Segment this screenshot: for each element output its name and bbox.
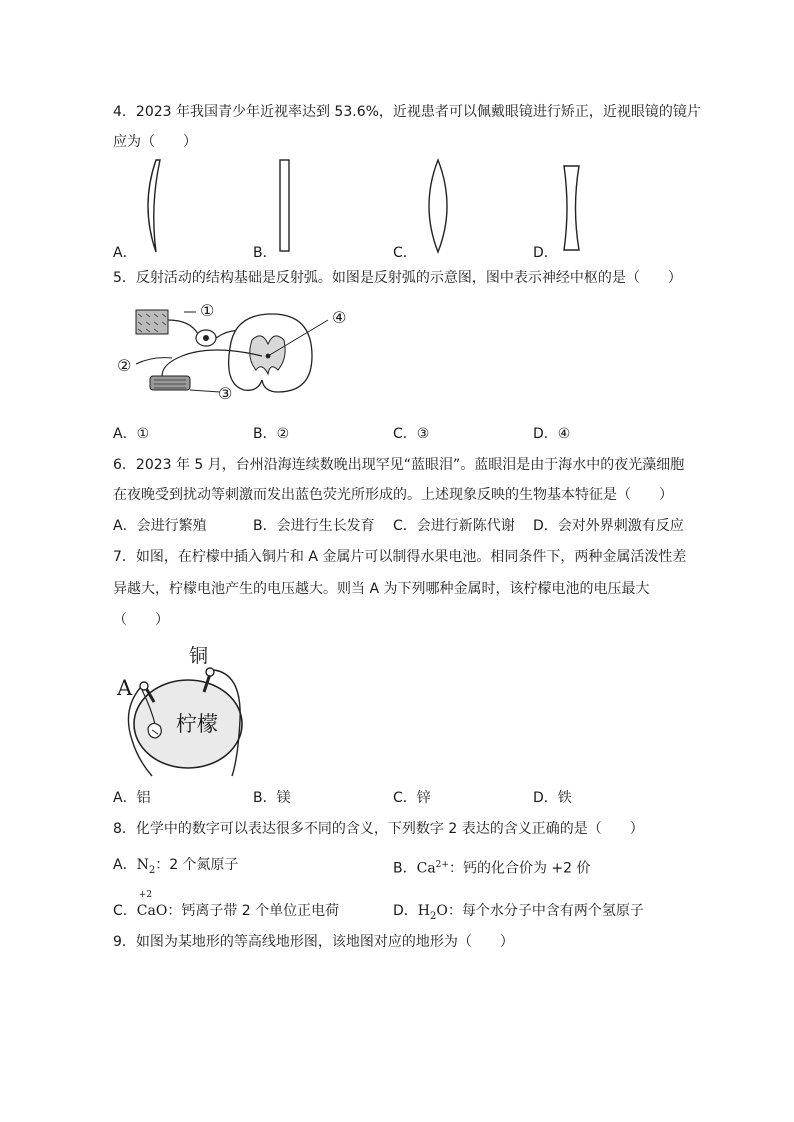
q7-option-c: C．锌 — [393, 790, 431, 806]
q4-stem-line2: 应为（ ） — [113, 134, 197, 150]
q4-lens-a-concave-meniscus-image — [138, 158, 168, 254]
q5-label-4: ④ — [332, 308, 347, 327]
q8-option-d-formula-tail: O — [436, 903, 448, 919]
q8-option-a-prefix: A． — [113, 857, 137, 873]
q7-figure-label-lemon: 柠檬 — [176, 712, 218, 736]
q6-option-c: C．会进行新陈代谢 — [393, 518, 515, 534]
q8-option-b-superscript: 2+ — [435, 860, 449, 870]
q5-stem: 5．反射活动的结构基础是反射弧。如图是反射弧的示意图，图中表示神经中枢的是（ ） — [113, 270, 682, 286]
q4-option-b: B． — [253, 245, 277, 261]
q5-label-1: ① — [200, 301, 215, 320]
q6-stem-line1: 6．2023 年 5 月，台州沿海连续数晚出现罕见“蓝眼泪”。蓝眼泪是由于海水中的夜光藻细胞 — [113, 457, 685, 473]
q7-lemon-battery-diagram — [112, 640, 252, 780]
q6-option-a: A．会进行繁殖 — [113, 518, 207, 534]
q4-lens-b-flat-plate-image — [278, 158, 292, 254]
q4-lens-c-convex-lens-image — [420, 158, 456, 254]
q7-option-d: D．铁 — [533, 790, 572, 806]
q8-option-a — [113, 856, 239, 880]
q8-option-d-prefix: D． — [393, 903, 418, 919]
q6-option-b: B．会进行生长发育 — [253, 518, 375, 534]
q8-option-c-formula: CaO — [136, 903, 168, 919]
q4-stem-line1: 4．2023 年我国青少年近视率达到 53.6%，近视患者可以佩戴眼镜进行矫正，近视眼镜的镜片 — [113, 104, 701, 120]
q7-stem-line3: （ ） — [113, 612, 169, 628]
q4-option-d: D． — [533, 245, 558, 261]
q4-option-c: C． — [393, 245, 417, 261]
q8-option-b-desc: ：钙的化合价为 +2 价 — [448, 860, 591, 877]
q5-option-c: C．③ — [393, 426, 430, 442]
q8-option-b-formula: Ca — [416, 860, 436, 877]
q5-label-3: ③ — [218, 384, 233, 403]
q8-stem: 8．化学中的数字可以表达很多不同的含义，下列数字 2 表达的含义正确的是（ ） — [113, 821, 644, 837]
q8-option-a-desc: ：2 个氮原子 — [155, 857, 239, 873]
q5-option-d: D．④ — [533, 426, 571, 442]
q8-option-c-valence: +2 — [138, 890, 153, 900]
q6-option-d: D．会对外界刺激有反应 — [533, 518, 684, 534]
q5-option-b: B．② — [253, 426, 290, 442]
q8-option-b-prefix: B． — [393, 860, 417, 877]
q8-option-d-subscript: 2 — [430, 910, 437, 922]
q6-stem-line2: 在夜晚受到扰动等刺激而发出蓝色荧光所形成的。上述现象反映的生物基本特征是（ ） — [113, 487, 673, 503]
q8-option-c-formula-wrap — [136, 890, 168, 920]
q5-option-a: A．① — [113, 426, 150, 442]
q8-option-d-formula: H — [417, 903, 430, 919]
q7-stem-line1: 7．如图，在柠檬中插入铜片和 A 金属片可以制得水果电池。相同条件下，两种金属活泼性差 — [113, 549, 687, 565]
q5-reflex-arc-diagram — [112, 300, 362, 410]
q5-label-2: ② — [117, 356, 132, 375]
q8-option-c-desc: ：钙离子带 2 个单位正电荷 — [167, 903, 340, 919]
q7-figure-label-copper: 铜 — [189, 645, 209, 667]
q8-option-b — [393, 856, 591, 878]
q7-stem-line2: 异越大，柠檬电池产生的电压越大。则当 A 为下列哪种金属时，该柠檬电池的电压最大 — [113, 581, 650, 597]
q7-option-b: B．镁 — [253, 790, 291, 806]
q7-option-a: A．铝 — [113, 790, 151, 806]
q8-option-a-formula: N — [136, 857, 149, 873]
q8-option-d — [393, 902, 644, 926]
q8-option-c — [113, 890, 340, 920]
q8-option-a-subscript: 2 — [148, 864, 156, 876]
q8-option-d-desc: ：每个水分子中含有两个氢原子 — [447, 903, 644, 919]
q9-stem: 9．如图为某地形的等高线地形图，该地图对应的地形为（ ） — [113, 934, 514, 950]
q4-option-a: A． — [113, 245, 137, 261]
q7-figure-label-a: A — [117, 676, 133, 700]
q4-lens-d-concave-lens-image — [560, 164, 584, 254]
q8-option-c-prefix: C． — [113, 903, 137, 919]
